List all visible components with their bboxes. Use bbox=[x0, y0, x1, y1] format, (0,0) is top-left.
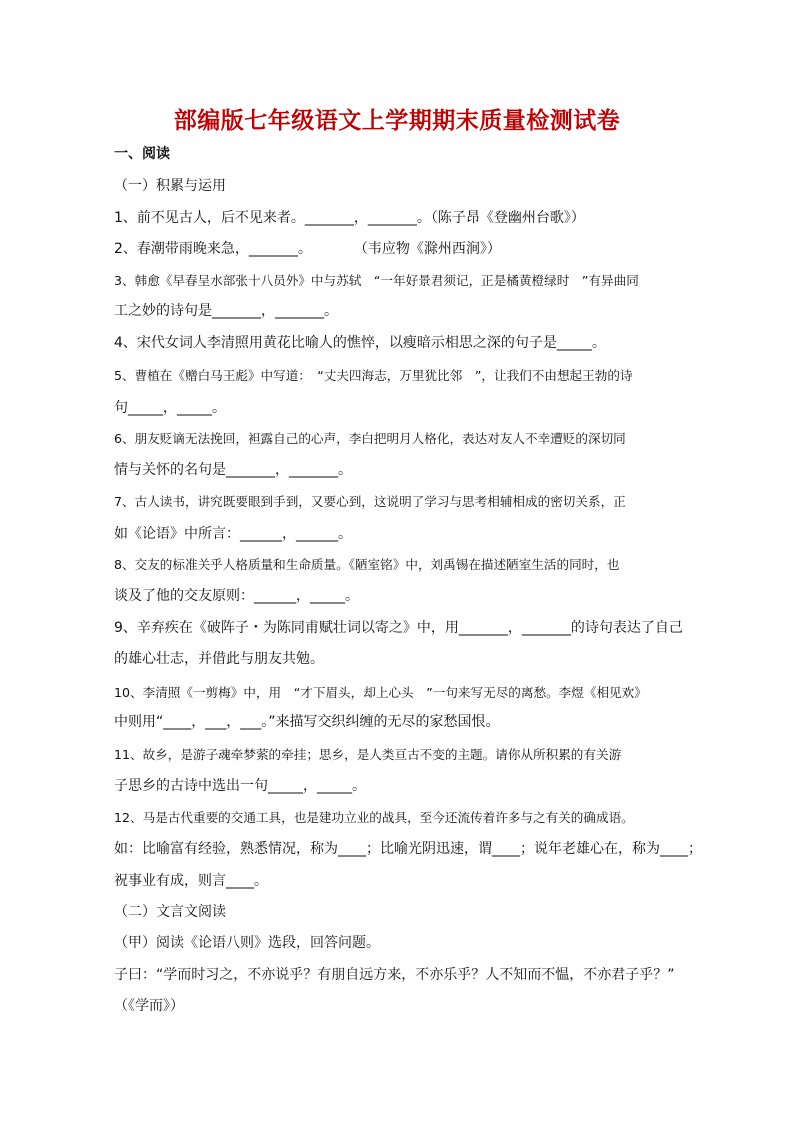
passage-text: 子曰：“学而时习之，不亦说乎？有朋自远方来，不亦乐乎？人不知而不愠，不亦君子乎？” bbox=[114, 967, 675, 983]
question-12: 12、马是古代重要的交通工具，也是建功立业的战具，至今还流传着许多与之有关的确成语。 bbox=[114, 810, 634, 825]
question-3-cont: 工之妙的诗句是_______，_______。 bbox=[114, 303, 338, 319]
question-9-cont: 的雄心壮志，并借此与朋友共勉。 bbox=[114, 651, 324, 667]
section-heading-reading: 一、阅读 bbox=[114, 146, 170, 162]
subsection-heading-accumulation: （一）积累与运用 bbox=[114, 178, 226, 194]
question-9: 9、辛弃疾在《破阵子・为陈同甫赋壮词以寄之》中，用_______，_______的诗句表达了自己 bbox=[114, 620, 683, 636]
question-5-cont: 句_____，_____。 bbox=[114, 400, 226, 416]
question-10: 10、李清照《一剪梅》中，用 “才下眉头，却上心头 ”一句来写无尽的离愁。李煜《相见欢》 bbox=[114, 685, 647, 700]
question-4: 4、宋代女词人李清照用黄花比喻人的憔悴，以瘦暗示相思之深的句子是_____。 bbox=[114, 335, 606, 351]
passage-source: （《学而》） bbox=[114, 998, 184, 1014]
question-6: 6、朋友贬谪无法挽回，袒露自己的心声，李白把明月人格化，表达对友人不幸遭贬的深切同 bbox=[114, 431, 626, 446]
question-2: 2、春潮带雨晚来急，_______。 （韦应物《滁州西涧》） bbox=[114, 241, 501, 257]
question-11: 11、故乡，是游子魂牵梦萦的牵挂；思乡，是人类亘古不变的主题。请你从所积累的有关游 bbox=[114, 747, 622, 762]
question-12-cont-2: 祝事业有成，则言____。 bbox=[114, 873, 268, 889]
question-12-cont: 如：比喻富有经验，熟悉情况，称为____；比喻光阴迅速，谓____；说年老雄心在，称为____； bbox=[114, 841, 702, 857]
question-5: 5、曹植在《赠白马王彪》中写道： “丈夫四海志，万里犹比邻 ”，让我们不由想起王勃的诗 bbox=[114, 368, 633, 383]
question-7: 7、古人读书，讲究既要眼到手到，又要心到，这说明了学习与思考相辅相成的密切关系，正 bbox=[114, 494, 626, 509]
page-title: 部编版七年级语文上学期期末质量检测试卷 bbox=[173, 107, 621, 134]
question-7-cont: 如《论语》中所言：______，______。 bbox=[114, 526, 352, 542]
question-8: 8、交友的标准关乎人格质量和生命质量。《陋室铭》中，刘禹锡在描述陋室生活的同时，也 bbox=[114, 557, 620, 572]
question-11-cont: 子思乡的古诗中选出一句_____，_____。 bbox=[114, 778, 366, 794]
question-1: 1、前不见古人，后不见来者。_______，_______。（陈子昂《登幽州台歌》） bbox=[114, 210, 585, 226]
question-3: 3、韩愈《早春呈水部张十八员外》中与苏轼 “一年好景君须记，正是橘黄橙绿时 ”有异曲同 bbox=[114, 273, 639, 288]
question-10-cont: 中则用“____，___，___。”来描写交织纠缠的无尽的家愁国恨。 bbox=[114, 714, 500, 730]
question-6-cont: 情与关怀的名句是_______，_______。 bbox=[114, 462, 352, 478]
subsection-heading-classical: （二）文言文阅读 bbox=[114, 904, 226, 920]
passage-instruction: （甲）阅读《论语八则》选段，回答问题。 bbox=[114, 935, 380, 951]
question-8-cont: 谈及了他的交友原则：______，_____。 bbox=[114, 588, 359, 604]
